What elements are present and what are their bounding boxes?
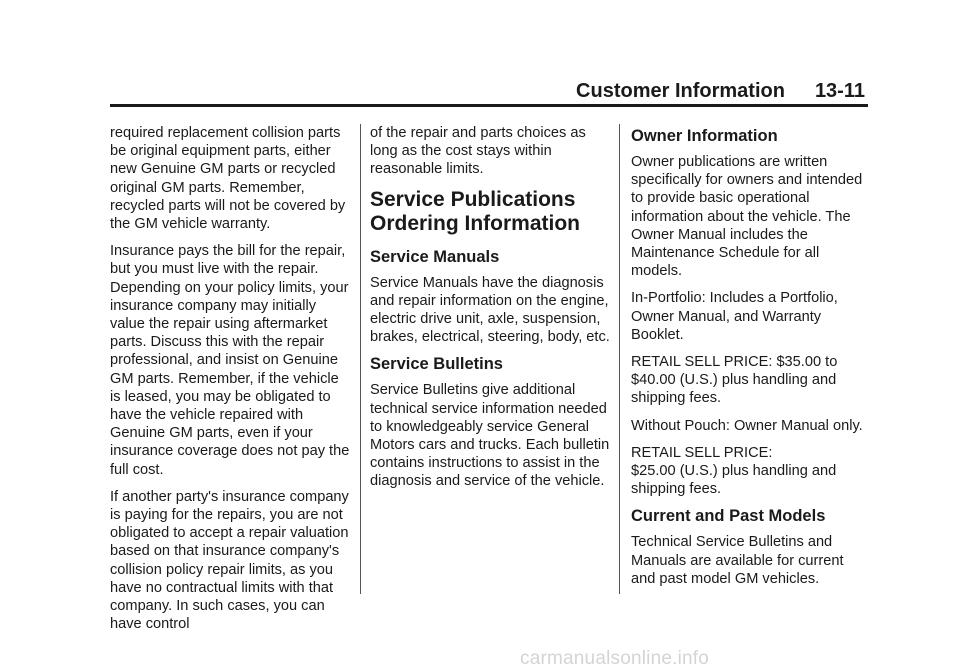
paragraph-without-pouch: Without Pouch: Owner Manual only. (631, 417, 863, 434)
column-divider-2 (619, 124, 620, 594)
watermark-text: carmanualsonline.info (520, 648, 710, 669)
heading-service-publications: Service Publications Ordering Information (370, 187, 580, 235)
header-rule (110, 104, 868, 107)
paragraph-service-manuals: Service Manuals have the diagnosis and repair information on the engine, electric drive unit, axle, suspension, brakes, electrical, steering, body, etc. (370, 274, 610, 346)
heading-owner-information: Owner Information (631, 127, 778, 145)
paragraph-another-party: If another party's insurance company is paying for the repairs, you are not obligated to accept a repair valuation based on that insurance company's collision policy repair limits, as you have no contractual limits with that company. In such cases, you can have control (110, 488, 349, 633)
paragraph-current-past-models: Technical Service Bulletins and Manuals are available for current and past model GM vehicles. (631, 534, 844, 587)
paragraph-in-portfolio: In-Portfolio: Includes a Portfolio, Owner Manual, and Warranty Booklet. (631, 290, 838, 343)
heading-service-manuals: Service Manuals (370, 247, 500, 266)
page-header (576, 80, 865, 103)
column-1 (110, 124, 350, 642)
column-3 (631, 124, 871, 597)
column-divider-1 (360, 124, 361, 594)
paragraph-collision-parts: required replacement collision parts be original equipment parts, either new Genuine GM parts or recycled original GM parts. Remember, recycled parts will not be covered by the GM vehicle warranty. (110, 125, 346, 233)
paragraph-retail-price-2 (631, 444, 871, 499)
retail-price-label: RETAIL SELL PRICE: (631, 444, 773, 461)
page-number: 13-11 (814, 80, 865, 102)
paragraph-retail-price-1: RETAIL SELL PRICE: $35.00 to $40.00 (U.S.) plus handling and shipping fees. (631, 354, 838, 407)
paragraph-repair-choices: of the repair and parts choices as long as the cost stays within reasonable limits. (370, 125, 586, 178)
paragraph-insurance-pays: Insurance pays the bill for the repair, but you must live with the repair. Depending on your policy limits, your insurance company may initially value the repair using aftermarket parts. Discuss this with the repair professional, and insist on Genuine GM parts. Remember, if the vehicle is leased, you may be obligated to have the vehicle repaired with Genuine GM parts, even if your insurance coverage does not pay the full cost. (110, 243, 350, 478)
heading-current-past-models: Current and Past Models (631, 507, 826, 526)
column-2 (370, 124, 610, 500)
section-title: Customer Information (576, 80, 785, 102)
paragraph-owner-publications: Owner publications are written specifically for owners and intended to provide basic operational information about the vehicle. The Owner Manual includes the Maintenance Schedule for all models. (631, 154, 863, 280)
retail-price-value: $25.00 (U.S.) plus handling and shipping fees. (631, 463, 837, 498)
heading-service-bulletins: Service Bulletins (370, 355, 503, 374)
paragraph-service-bulletins: Service Bulletins give additional technical service information needed to knowledgeably service General Motors cars and trucks. Each bulletin contains instructions to assist in the diagnosis and service of the vehicle. (370, 382, 610, 490)
